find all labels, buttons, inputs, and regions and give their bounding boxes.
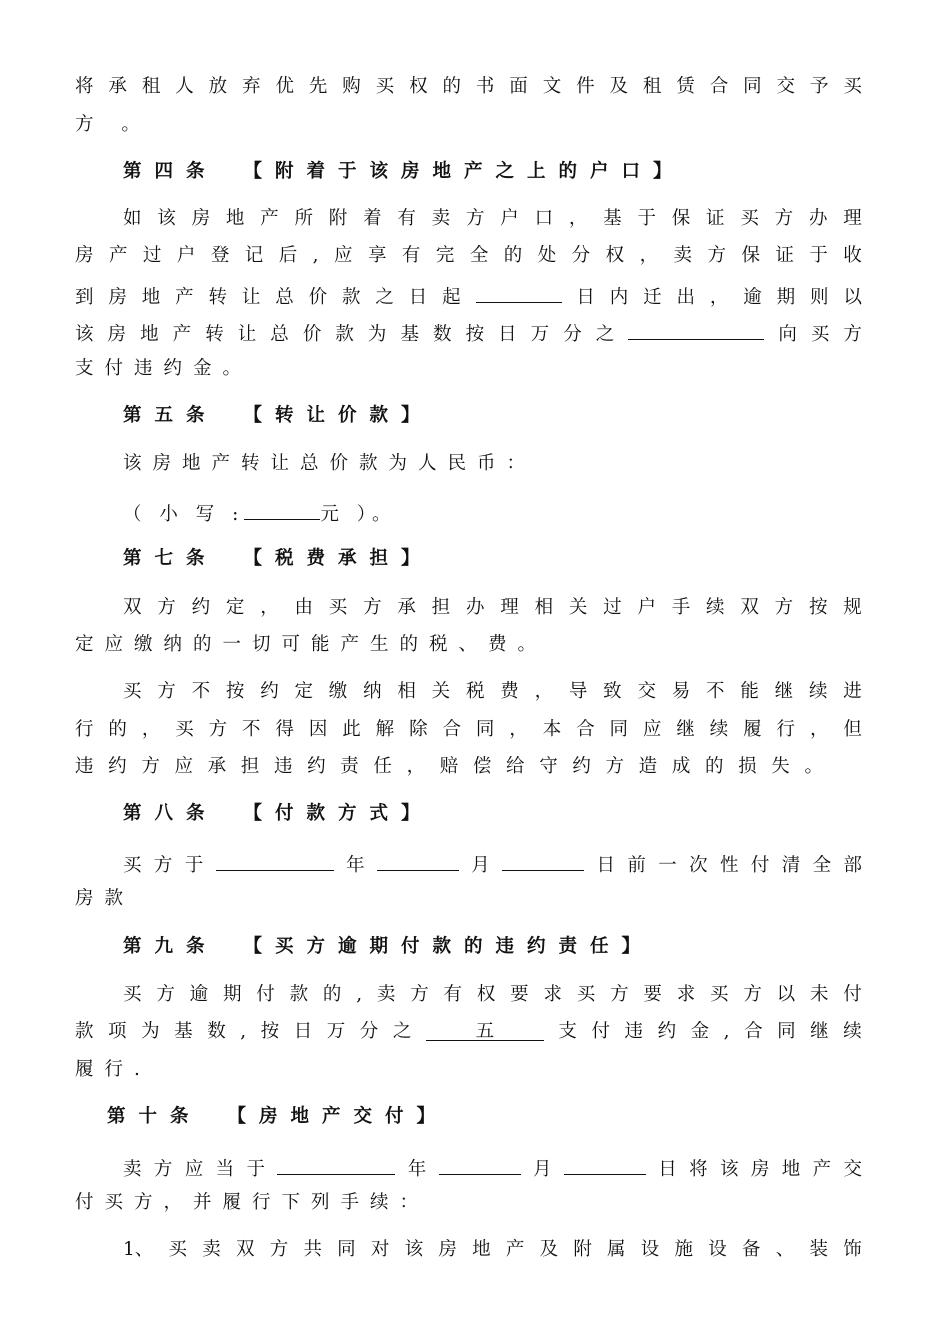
art4-line-4: 该 房 地 产 转 让 总 价 款 为 基 数 按 日 万 分 之 向 买 方 xyxy=(75,319,862,347)
article-title: 【房地产交付】 xyxy=(227,1106,449,1127)
article-title: 【买方逾期付款的违约责任】 xyxy=(243,936,654,957)
article-4-heading xyxy=(123,160,862,184)
article-title: 【税费承担】 xyxy=(243,548,433,569)
art10-line-2: 付买方，并履行下列手续： xyxy=(75,1192,430,1213)
article-title: 【付款方式】 xyxy=(243,803,433,824)
late-penalty-rate-blank[interactable]: 五 xyxy=(426,1020,544,1041)
delivery-day-blank[interactable] xyxy=(564,1154,646,1175)
art4-line-5: 支付违约金。 xyxy=(75,358,253,379)
art10-line-1: 卖 方 应 当 于 年 月 日 将 该 房 地 产 交 xyxy=(123,1154,862,1182)
article-number: 第四条 xyxy=(123,161,218,182)
art5-line-1: 该房地产转让总价款为人民币： xyxy=(123,453,537,474)
article-number: 第十条 xyxy=(107,1106,202,1127)
art9-line-1: 买 方 逾 期 付 款 的 , 卖 方 有 权 要 求 买 方 要 求 买 方 以 未 付 xyxy=(123,984,862,1005)
article-9-heading xyxy=(123,935,862,959)
article-title: 【转让价款】 xyxy=(243,405,433,426)
delivery-year-blank[interactable] xyxy=(277,1154,395,1175)
payment-month-blank[interactable] xyxy=(377,850,459,871)
payment-year-blank[interactable] xyxy=(216,850,334,871)
art7-p1-line-2: 定应缴纳的一切可能产生的税、费。 xyxy=(75,634,548,655)
penalty-rate-blank[interactable] xyxy=(628,319,764,340)
art10-item-1: 1、 买 卖 双 方 共 同 对 该 房 地 产 及 附 属 设 施 设 备 、 装 饰 xyxy=(123,1239,862,1260)
art7-p1-line-1: 双 方 约 定 ， 由 买 方 承 担 办 理 相 关 过 户 手 续 双 方 按 规 xyxy=(123,597,862,618)
article-number: 第九条 xyxy=(123,936,218,957)
art9-line-2: 款 项 为 基 数 , 按 日 万 分 之 五 支 付 违 约 金 , 合 同 继 续 xyxy=(75,1021,862,1042)
payment-day-blank[interactable] xyxy=(502,850,584,871)
price-amount-blank[interactable] xyxy=(244,499,320,520)
art7-p2-line-2: 行 的 ， 买 方 不 得 因 此 解 除 合 同 ， 本 合 同 应 继 续 履 行 ， 但 xyxy=(75,719,862,740)
art9-line-3: 履行. xyxy=(75,1059,151,1080)
move-out-days-blank[interactable] xyxy=(476,282,562,303)
art3-line-2: 方 。 xyxy=(75,114,151,135)
article-number: 第八条 xyxy=(123,803,218,824)
article-8-heading xyxy=(123,802,862,826)
article-7-heading xyxy=(123,547,862,571)
article-title: 【附着于该房地产之上的户口】 xyxy=(243,161,685,182)
article-number: 第五条 xyxy=(123,405,218,426)
art5-line-2: （ 小 写 : 元 ）。 xyxy=(123,499,862,527)
article-10-heading xyxy=(107,1105,894,1129)
article-5-heading xyxy=(123,404,862,428)
art4-line-3: 到 房 地 产 转 让 总 价 款 之 日 起 日 内 迁 出 ， 逾 期 则 以 xyxy=(75,282,862,310)
art7-p2-line-3: 违 约 方 应 承 担 违 约 责 任 ， 赔 偿 给 守 约 方 造 成 的 损 失 。 xyxy=(75,756,823,777)
art7-p2-line-1: 买 方 不 按 约 定 缴 纳 相 关 税 费 ， 导 致 交 易 不 能 继 续 进 xyxy=(123,681,862,702)
delivery-month-blank[interactable] xyxy=(439,1154,521,1175)
art8-line-2: 房款 xyxy=(75,888,135,909)
art3-line-1: 将 承 租 人 放 弃 优 先 购 买 权 的 书 面 文 件 及 租 赁 合 同 交 予 买 xyxy=(75,76,862,97)
article-number: 第七条 xyxy=(123,548,218,569)
art8-line-1: 买 方 于 年 月 日 前 一 次 性 付 清 全 部 xyxy=(123,850,862,878)
art4-line-2: 房 产 过 户 登 记 后 , 应 享 有 完 全 的 处 分 权 ， 卖 方 保 证 于 收 xyxy=(75,245,862,266)
art4-line-1: 如 该 房 地 产 所 附 着 有 卖 方 户 口 ， 基 于 保 证 买 方 办 理 xyxy=(123,208,862,229)
